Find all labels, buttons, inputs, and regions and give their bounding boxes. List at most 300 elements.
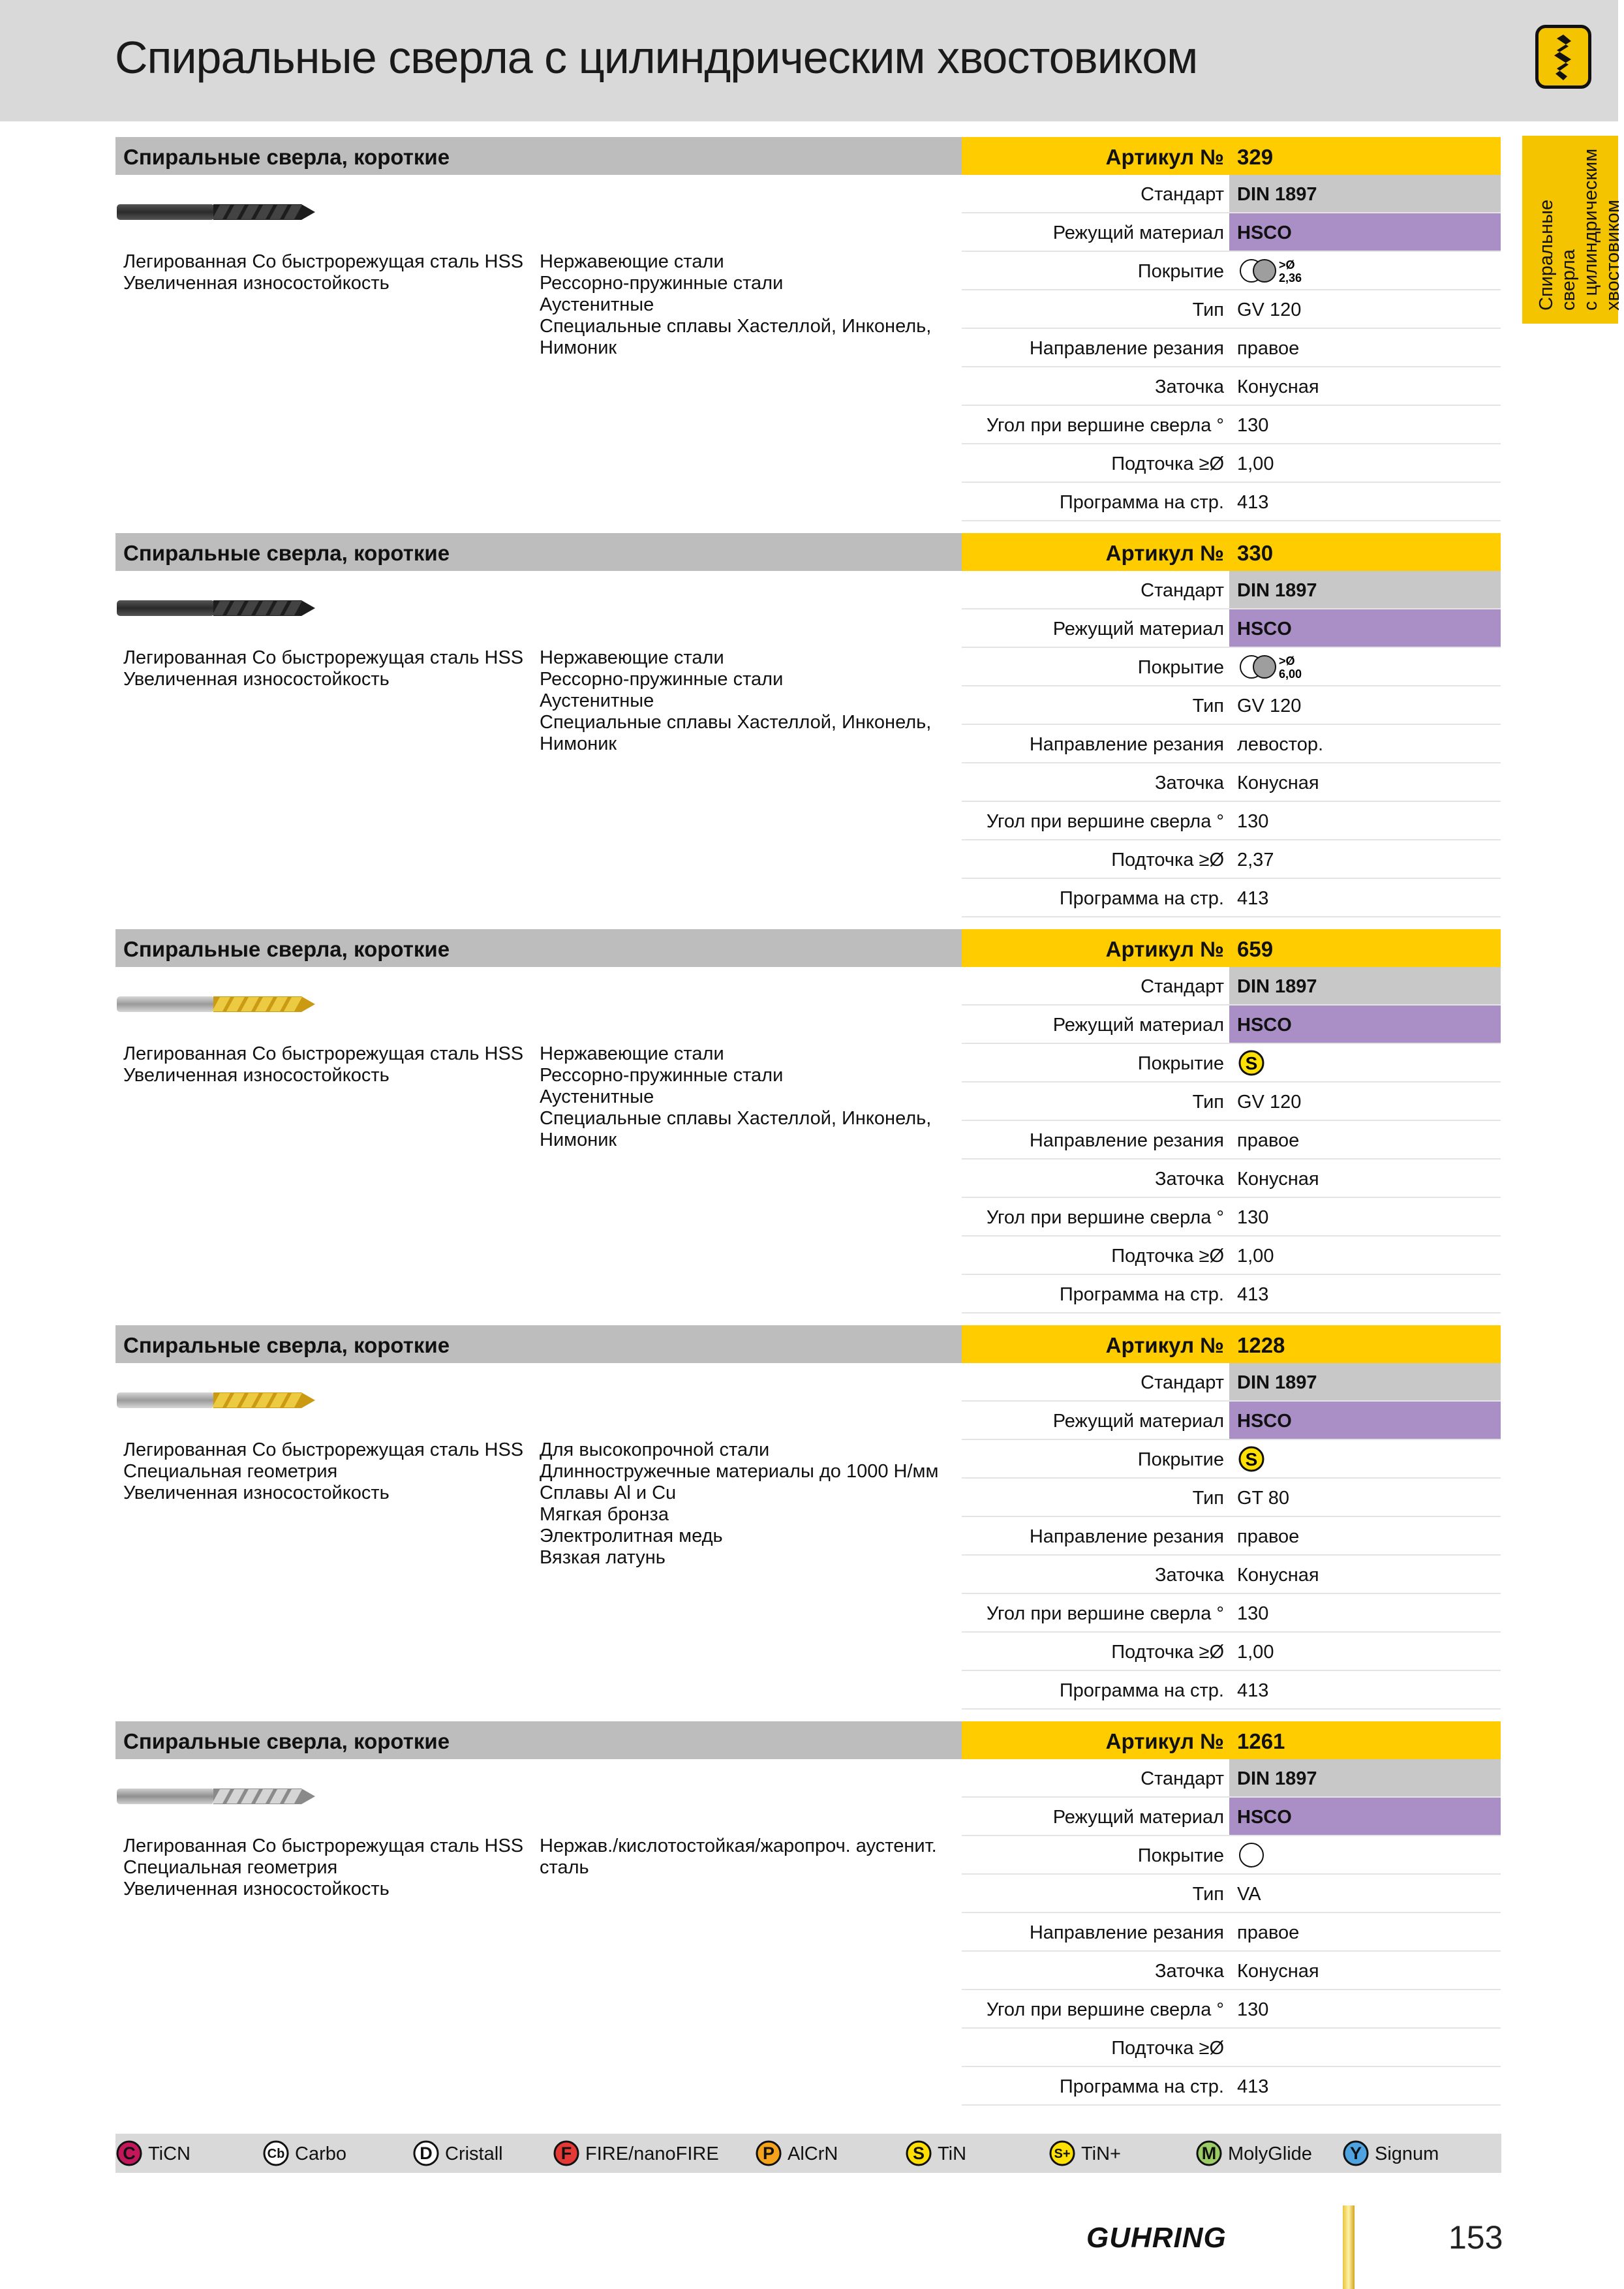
param-value: 413 (1237, 1284, 1269, 1305)
param-value-cell (1229, 763, 1501, 801)
legend-letter: S (912, 2143, 925, 2163)
param-row-angle (962, 802, 1501, 840)
param-value: 659 (1237, 937, 1274, 961)
param-row-thinning (962, 1237, 1501, 1275)
param-value-cell (1229, 1160, 1501, 1197)
coating-badge-icon (412, 2140, 440, 2167)
param-row-coating (962, 1836, 1501, 1875)
page-title: Спиральные сверла с цилиндрическим хвостовиком (115, 32, 1198, 83)
param-value: 413 (1237, 1680, 1269, 1701)
param-label: Режущий материал (1052, 1015, 1224, 1036)
description-line: Специальная геометрия (123, 1857, 338, 1878)
param-value-cell (1229, 2029, 1501, 2066)
application-line: Специальные сплавы Хастеллой, Инконель, (540, 712, 932, 733)
application-description (540, 1836, 937, 1879)
param-value-cell (1229, 444, 1501, 482)
param-value-cell (1229, 1875, 1501, 1912)
param-label: Стандарт (1141, 1372, 1224, 1393)
application-line: Рессорно-пружинные стали (540, 1065, 784, 1086)
param-value-cell (1229, 1836, 1501, 1873)
application-line: Аустенитные (540, 690, 654, 711)
application-line: Мягкая бронза (540, 1504, 669, 1525)
param-row-coating (962, 648, 1501, 686)
param-row-angle (962, 406, 1501, 444)
param-value-cell (1229, 2067, 1501, 2104)
param-label: Угол при вершине сверла ° (986, 1999, 1224, 2020)
param-label: Направление резания (1029, 734, 1224, 755)
legend-letter: P (762, 2143, 775, 2163)
param-label: Тип (1192, 300, 1224, 320)
param-row-direction (962, 725, 1501, 763)
param-value-cell (1229, 879, 1501, 916)
coating-badge-icon (262, 2140, 290, 2167)
param-value: Конусная (1237, 773, 1319, 793)
param-label: Заточка (1154, 376, 1224, 397)
param-label: Угол при вершине сверла ° (986, 1207, 1224, 1228)
legend-letter: F (560, 2143, 572, 2163)
coating-badge-icon (553, 2140, 580, 2167)
param-value: GV 120 (1237, 696, 1302, 716)
param-label: Заточка (1154, 1169, 1224, 1190)
product-section (115, 137, 1501, 527)
param-row-material (962, 609, 1501, 648)
param-value: 1261 (1237, 1729, 1285, 1753)
legend-label: Cristall (445, 2143, 503, 2164)
param-value: 130 (1237, 415, 1269, 436)
param-row-material (962, 213, 1501, 252)
section-title (115, 137, 962, 175)
coating-value: 2,36 (1279, 271, 1302, 284)
param-label: Подточка ≥Ø (1111, 2038, 1224, 2059)
legend-letter: Y (1349, 2143, 1362, 2163)
param-label: Подточка ≥Ø (1111, 453, 1224, 474)
side-tab (1522, 136, 1623, 324)
legend-label: TiCN (148, 2143, 191, 2164)
param-label: Покрытие (1137, 261, 1224, 282)
gold-bar (1343, 2205, 1355, 2289)
side-tab-line: с цилиндрическим (1580, 148, 1601, 311)
param-value: HSCO (1237, 1015, 1292, 1036)
param-value-cell (1229, 252, 1501, 289)
param-value: 130 (1237, 1207, 1269, 1228)
param-value: Конусная (1237, 1961, 1319, 1982)
coating-letter: S (1245, 1053, 1258, 1073)
param-label: Программа на стр. (1059, 492, 1224, 513)
param-label: Артикул № (1105, 1729, 1224, 1753)
param-value-cell (1229, 1990, 1501, 2027)
param-label: Стандарт (1141, 976, 1224, 997)
description-line: Увеличенная износостойкость (123, 1482, 390, 1503)
param-value-cell (1229, 1198, 1501, 1235)
description-line: Увеличенная износостойкость (123, 1065, 390, 1086)
param-row-standard (962, 1363, 1501, 1402)
coating-letter: S (1245, 1449, 1258, 1469)
param-label: Направление резания (1029, 1922, 1224, 1943)
param-label: Режущий материал (1052, 619, 1224, 639)
description-line: Легированная Co быстрорежущая сталь HSS (123, 1043, 524, 1064)
application-line: Нержав./кислотостойкая/жаропроч. аустенит. (540, 1836, 937, 1856)
param-value-cell (1229, 1121, 1501, 1158)
param-value: DIN 1897 (1237, 976, 1317, 997)
section-title-text: Спиральные сверла, короткие (123, 937, 450, 961)
param-value-cell (1229, 1517, 1501, 1554)
param-row-type (962, 290, 1501, 329)
material-description (123, 1836, 523, 1900)
application-line: Нимоник (540, 337, 617, 358)
section-title-text: Спиральные сверла, короткие (123, 541, 450, 565)
coating-badge-icon (1195, 2140, 1223, 2167)
param-label: Программа на стр. (1059, 2076, 1224, 2097)
param-row-grinding (962, 367, 1501, 406)
param-label: Программа на стр. (1059, 1680, 1224, 1701)
description-line: Легированная Co быстрорежущая сталь HSS (123, 1439, 524, 1460)
param-label: Стандарт (1141, 184, 1224, 205)
param-value-cell (1229, 1044, 1501, 1081)
param-value-cell (1229, 137, 1501, 175)
application-description (540, 251, 931, 359)
param-value: правое (1237, 1526, 1300, 1547)
material-description (123, 647, 523, 690)
param-row-program (962, 1275, 1501, 1313)
product-section (115, 929, 1501, 1319)
param-label: Покрытие (1137, 1053, 1224, 1074)
param-value: 130 (1237, 1999, 1269, 2020)
param-label: Артикул № (1105, 1333, 1224, 1357)
param-value-cell (1229, 290, 1501, 328)
param-value: DIN 1897 (1237, 580, 1317, 601)
description-line: Увеличенная износостойкость (123, 273, 390, 294)
param-value: Конусная (1237, 1169, 1319, 1190)
param-row-standard (962, 571, 1501, 609)
param-value: Конусная (1237, 1565, 1319, 1586)
param-value-cell (1229, 1237, 1501, 1274)
param-value-cell (1229, 609, 1501, 647)
section-title-text: Спиральные сверла, короткие (123, 1333, 450, 1357)
param-row-coating (962, 1440, 1501, 1479)
drill-image (115, 595, 318, 624)
param-label: Покрытие (1137, 1449, 1224, 1470)
legend-letter: S+ (1054, 2147, 1071, 2161)
coating-legend (115, 2134, 1501, 2173)
coating-badge-icon (905, 2140, 932, 2167)
application-line: Специальные сплавы Хастеллой, Инконель, (540, 1108, 932, 1129)
param-row-direction (962, 1121, 1501, 1160)
coating-value: 6,00 (1279, 668, 1302, 681)
param-label: Режущий материал (1052, 1411, 1224, 1432)
description-line: Увеличенная износостойкость (123, 669, 390, 690)
param-row-standard (962, 967, 1501, 1006)
param-value-cell (1229, 1325, 1501, 1363)
param-row-type (962, 1083, 1501, 1121)
param-value-cell (1229, 1633, 1501, 1670)
param-label: Тип (1192, 1488, 1224, 1509)
param-label: Режущий материал (1052, 1807, 1224, 1828)
param-label: Заточка (1154, 1565, 1224, 1586)
legend-label: AlCrN (788, 2143, 838, 2164)
coating-badge-icon (1049, 2140, 1076, 2167)
application-line: Специальные сплавы Хастеллой, Инконель, (540, 316, 932, 337)
brand-logo: GUHRING (1086, 2222, 1227, 2254)
param-value-cell (1229, 1083, 1501, 1120)
param-value-cell (1229, 406, 1501, 443)
drill-image (115, 1387, 318, 1417)
section-title (115, 1325, 962, 1363)
param-value-cell (1229, 1721, 1501, 1759)
param-row-grinding (962, 1556, 1501, 1594)
param-label: Стандарт (1141, 580, 1224, 601)
param-value-cell (1229, 1479, 1501, 1516)
param-value-cell (1229, 725, 1501, 762)
drill-image (115, 199, 318, 228)
param-row-article (962, 929, 1501, 967)
application-line: Электролитная медь (540, 1526, 723, 1546)
param-label: Стандарт (1141, 1768, 1224, 1789)
param-row-type (962, 1875, 1501, 1913)
param-value-cell (1229, 802, 1501, 839)
legend-letter: D (420, 2143, 433, 2163)
drill-logo-icon (1535, 25, 1591, 89)
param-label: Покрытие (1137, 1845, 1224, 1866)
param-value: 1,00 (1237, 1642, 1274, 1663)
application-line: Нержавеющие стали (540, 251, 724, 272)
section-title-text: Спиральные сверла, короткие (123, 145, 450, 169)
description-line: Легированная Co быстрорежущая сталь HSS (123, 251, 524, 272)
param-row-coating (962, 1044, 1501, 1083)
param-row-thinning (962, 1633, 1501, 1671)
description-line: Легированная Co быстрорежущая сталь HSS (123, 647, 524, 668)
param-label: Подточка ≥Ø (1111, 1642, 1224, 1663)
product-section (115, 533, 1501, 923)
param-row-program (962, 1671, 1501, 1710)
param-row-article (962, 533, 1501, 571)
application-line: Нержавеющие стали (540, 647, 724, 668)
param-value-cell (1229, 686, 1501, 724)
param-value-cell (1229, 1671, 1501, 1708)
param-value: GV 120 (1237, 1092, 1302, 1113)
param-row-grinding (962, 763, 1501, 802)
coating-badge-icon (1342, 2140, 1370, 2167)
legend-label: FIRE/nanoFIRE (585, 2143, 719, 2164)
param-label: Угол при вершине сверла ° (986, 1603, 1224, 1624)
coating-note: >Ø (1279, 258, 1295, 271)
application-line: Сплавы Al и Cu (540, 1482, 677, 1503)
param-value-cell (1229, 571, 1501, 608)
param-label: Программа на стр. (1059, 1284, 1224, 1305)
param-value-cell (1229, 1006, 1501, 1043)
param-value-cell (1229, 213, 1501, 251)
param-label: Направление резания (1029, 338, 1224, 359)
param-value: VA (1237, 1884, 1261, 1905)
product-section (115, 1721, 1501, 2112)
param-value-cell (1229, 367, 1501, 405)
description-line: Увеличенная износостойкость (123, 1879, 390, 1899)
param-row-angle (962, 1990, 1501, 2029)
param-row-type (962, 1479, 1501, 1517)
application-line: сталь (540, 1857, 589, 1878)
application-description (540, 1043, 931, 1151)
param-label: Направление резания (1029, 1130, 1224, 1151)
param-value-cell (1229, 648, 1501, 685)
param-row-article (962, 1325, 1501, 1363)
param-row-material (962, 1798, 1501, 1836)
description-line: Специальная геометрия (123, 1461, 338, 1482)
section-title (115, 1721, 962, 1759)
param-row-standard (962, 175, 1501, 213)
drill-image (115, 1783, 318, 1813)
param-row-angle (962, 1198, 1501, 1237)
param-value: 130 (1237, 1603, 1269, 1624)
param-value: DIN 1897 (1237, 1768, 1317, 1789)
param-value-cell (1229, 533, 1501, 571)
param-value: GT 80 (1237, 1488, 1290, 1509)
material-description (123, 1439, 523, 1504)
param-value-cell (1229, 483, 1501, 520)
application-line: Рессорно-пружинные стали (540, 669, 784, 690)
param-value-cell (1229, 1440, 1501, 1477)
param-value: 1,00 (1237, 1246, 1274, 1267)
param-value: HSCO (1237, 619, 1292, 639)
param-value-cell (1229, 1913, 1501, 1950)
param-label: Угол при вершине сверла ° (986, 811, 1224, 832)
application-line: Вязкая латунь (540, 1547, 666, 1568)
param-label: Заточка (1154, 1961, 1224, 1982)
param-value-cell (1229, 1363, 1501, 1400)
application-line: Рессорно-пружинные стали (540, 273, 784, 294)
param-value: 330 (1237, 541, 1274, 565)
section-title (115, 929, 962, 967)
param-value-cell (1229, 1952, 1501, 1989)
param-row-material (962, 1006, 1501, 1044)
application-description (540, 1439, 938, 1569)
material-description (123, 1043, 523, 1086)
legend-label: Signum (1375, 2143, 1439, 2164)
application-line: Нержавеющие стали (540, 1043, 724, 1064)
param-value: Конусная (1237, 376, 1319, 397)
param-row-article (962, 137, 1501, 175)
param-value: 413 (1237, 888, 1269, 909)
param-row-direction (962, 1913, 1501, 1952)
application-description (540, 647, 931, 755)
param-label: Артикул № (1105, 145, 1224, 169)
param-value-cell (1229, 967, 1501, 1004)
application-line: Аустенитные (540, 1086, 654, 1107)
param-label: Тип (1192, 1884, 1224, 1905)
param-row-program (962, 2067, 1501, 2106)
param-label: Подточка ≥Ø (1111, 1246, 1224, 1267)
param-row-direction (962, 329, 1501, 367)
param-row-coating (962, 252, 1501, 290)
param-value: правое (1237, 338, 1300, 359)
param-row-program (962, 879, 1501, 917)
param-row-thinning (962, 840, 1501, 879)
param-value-cell (1229, 1759, 1501, 1796)
application-line: Нимоник (540, 1129, 617, 1150)
param-value: левостор. (1237, 734, 1324, 755)
param-value: HSCO (1237, 223, 1292, 243)
param-value: GV 120 (1237, 300, 1302, 320)
drill-image (115, 991, 318, 1021)
application-line: Аустенитные (540, 294, 654, 315)
param-row-thinning (962, 2029, 1501, 2067)
param-row-direction (962, 1517, 1501, 1556)
param-label: Угол при вершине сверла ° (986, 415, 1224, 436)
page-number: 153 (1448, 2219, 1503, 2256)
param-value: 413 (1237, 492, 1269, 513)
param-value-cell (1229, 1594, 1501, 1631)
section-title (115, 533, 962, 571)
param-value: DIN 1897 (1237, 1372, 1317, 1393)
side-tab-line: Спиральные сверла (1536, 199, 1579, 311)
param-value: 1228 (1237, 1333, 1285, 1357)
param-value-cell (1229, 840, 1501, 878)
param-value: HSCO (1237, 1411, 1292, 1432)
param-row-grinding (962, 1160, 1501, 1198)
legend-letter: C (123, 2143, 136, 2163)
param-label: Режущий материал (1052, 223, 1224, 243)
legend-label: TiN (938, 2143, 967, 2164)
param-value-cell (1229, 1556, 1501, 1593)
param-value-cell (1229, 929, 1501, 967)
section-title-text: Спиральные сверла, короткие (123, 1729, 450, 1753)
param-value: 329 (1237, 145, 1274, 169)
param-row-grinding (962, 1952, 1501, 1990)
application-line: Для высокопрочной стали (540, 1439, 770, 1460)
param-row-standard (962, 1759, 1501, 1798)
application-line: Нимоник (540, 733, 617, 754)
param-value: правое (1237, 1130, 1300, 1151)
param-label: Тип (1192, 696, 1224, 716)
param-row-article (962, 1721, 1501, 1759)
param-value-cell (1229, 1798, 1501, 1835)
param-row-angle (962, 1594, 1501, 1633)
param-value-cell (1229, 1402, 1501, 1439)
param-value: HSCO (1237, 1807, 1292, 1828)
coating-note: >Ø (1279, 654, 1295, 668)
param-label: Артикул № (1105, 541, 1224, 565)
param-label: Тип (1192, 1092, 1224, 1113)
param-value-cell (1229, 175, 1501, 212)
application-line: Длинностружечные материалы до 1000 Н/мм (540, 1461, 939, 1482)
side-tab-line: хвостовиком (1602, 200, 1623, 311)
coating-badge-icon (115, 2140, 143, 2167)
product-section (115, 1325, 1501, 1715)
legend-letter: M (1201, 2143, 1217, 2163)
param-label: Подточка ≥Ø (1111, 850, 1224, 870)
coating-badge-icon (755, 2140, 782, 2167)
param-label: Артикул № (1105, 937, 1224, 961)
param-value: DIN 1897 (1237, 184, 1317, 205)
param-value: 130 (1237, 811, 1269, 832)
param-row-program (962, 483, 1501, 521)
legend-label: MolyGlide (1228, 2143, 1312, 2164)
param-label: Покрытие (1137, 657, 1224, 678)
legend-letter: Cb (267, 2147, 285, 2161)
param-label: Программа на стр. (1059, 888, 1224, 909)
param-value: 1,00 (1237, 453, 1274, 474)
param-row-type (962, 686, 1501, 725)
description-line: Легированная Co быстрорежущая сталь HSS (123, 1836, 524, 1856)
param-value-cell (1229, 329, 1501, 366)
param-value: правое (1237, 1922, 1300, 1943)
param-value: 413 (1237, 2076, 1269, 2097)
param-value: 2,37 (1237, 850, 1274, 870)
param-row-thinning (962, 444, 1501, 483)
param-value-cell (1229, 1275, 1501, 1312)
material-description (123, 251, 523, 294)
param-row-material (962, 1402, 1501, 1440)
legend-label: Carbo (295, 2143, 346, 2164)
param-label: Направление резания (1029, 1526, 1224, 1547)
